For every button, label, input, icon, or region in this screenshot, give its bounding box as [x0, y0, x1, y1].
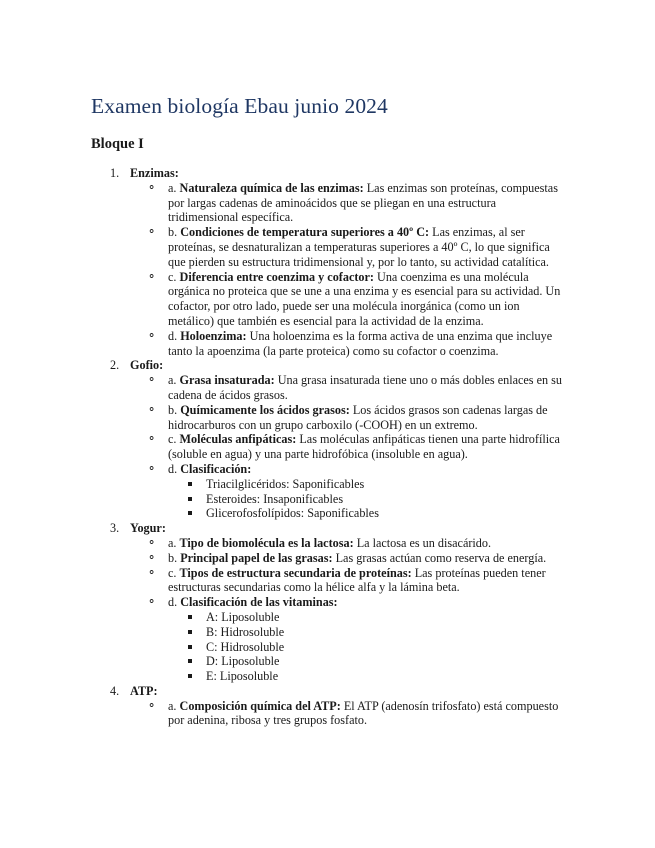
question-heading: Enzimas: [130, 166, 179, 180]
classification-text: Esteroides: Insaponificables [206, 491, 344, 506]
subquestion-label: Principal papel de las grasas: [180, 550, 333, 565]
section-heading: Bloque I [91, 136, 144, 152]
bullet-icon: ⚬ [147, 462, 157, 475]
bullet-icon: ⚬ [147, 566, 157, 579]
subquestion-label: Clasificación de las vitaminas: [180, 595, 338, 610]
subquestion-text [168, 551, 568, 566]
subquestion-prefix: d. [168, 595, 178, 610]
question-heading: ATP: [130, 683, 158, 698]
subquestion-item [0, 551, 568, 566]
subquestion-answer: Una holoenzima es la forma activa de una enzima que incluye tanto la apoenzima (la parte proteica) como su cofactor o coenzima. [168, 328, 553, 358]
subquestion-text [168, 225, 568, 269]
subquestion-label: Clasificación: [180, 461, 252, 476]
subquestion-text [168, 566, 568, 596]
subquestion-answer: Las moléculas anfipáticas tienen una parte hidrofílica (soluble en agua) y una parte hidrofóbica (insoluble en agua). [168, 432, 560, 462]
question-number: 3. [110, 521, 120, 536]
subquestion-item [0, 566, 568, 596]
subquestion-item [0, 595, 568, 684]
subquestion-item [0, 699, 568, 729]
subquestion-text [168, 699, 568, 729]
subquestion-item [0, 329, 568, 359]
subquestion-label: Condiciones de temperatura superiores a 40º C: [180, 225, 430, 240]
subquestion-answer: Una coenzima es una molécula orgánica no proteica que se une a una enzima y es esencial para su actividad. Un cofactor, por otro lado, puede ser una molécula inorgánica (como un ion metálico) que también es esencial para la actividad de la enzima. [168, 269, 561, 328]
subquestion-item [0, 403, 568, 433]
bullet-icon: ⚬ [147, 329, 157, 342]
square-bullet-icon [188, 645, 192, 649]
subquestion-item [0, 181, 568, 225]
bullet-icon: ⚬ [147, 433, 157, 446]
question-item [0, 358, 568, 521]
subquestion-text [168, 373, 568, 403]
question-heading: Yogur: [130, 521, 166, 536]
question-item [0, 521, 568, 684]
subquestion-answer: El ATP (adenosín trifosfato) está compuesto por adenina, ribosa y tres grupos fosfato. [168, 698, 559, 728]
subquestion-prefix: d. [168, 461, 178, 476]
subquestion-item [0, 536, 568, 551]
subquestion-answer: Las enzimas, al ser proteínas, se desnaturalizan a temperaturas superiores a 40º C, lo que significa que pierden su estructura tridimensional y, por lo tanto, su actividad catalítica. [168, 225, 550, 269]
subquestion-label: Moléculas anfipáticas: [179, 432, 297, 447]
subquestion-prefix: c. [168, 269, 177, 284]
subquestion-label: Naturaleza química de las enzimas: [179, 180, 364, 195]
bullet-icon: ⚬ [147, 181, 157, 194]
subquestion-list [0, 373, 568, 521]
classification-item [0, 654, 568, 669]
subquestion-prefix: a. [168, 180, 177, 195]
classification-text: A: Liposoluble [206, 609, 280, 624]
subquestion-label: Tipo de biomolécula es la lactosa: [179, 535, 354, 550]
subquestion-text [168, 595, 568, 610]
question-item [0, 684, 568, 728]
subquestion-label: Diferencia entre coenzima y cofactor: [179, 269, 374, 284]
question-number: 2. [110, 358, 120, 373]
bullet-icon: ⚬ [147, 226, 157, 239]
classification-item [0, 492, 568, 507]
subquestion-label: Composición química del ATP: [179, 698, 341, 713]
document-title: Examen biología Ebau junio 2024 [91, 94, 388, 118]
subquestion-list [0, 699, 568, 729]
question-number: 1. [110, 166, 120, 180]
bullet-icon: ⚬ [147, 270, 157, 283]
subquestion-text [168, 181, 568, 225]
subquestion-text [168, 403, 568, 433]
subquestion-answer: Las grasas actúan como reserva de energía. [335, 550, 547, 565]
classification-item [0, 610, 568, 625]
subquestion-item [0, 270, 568, 329]
subquestion-list [0, 181, 568, 359]
subquestion-text [168, 536, 568, 551]
subquestion-label: Químicamente los ácidos grasos: [180, 402, 350, 417]
subquestion-text [168, 329, 568, 359]
subquestion-prefix: a. [168, 373, 177, 388]
subquestion-answer: Las proteínas pueden tener estructuras secundarias como la hélice alfa y la lámina beta. [168, 565, 546, 595]
subquestion-prefix: c. [168, 565, 177, 580]
subquestion-answer: Los ácidos grasos son cadenas largas de hidrocarburos con un grupo carboxilo (-COOH) en un extremo. [168, 402, 548, 432]
subquestion-prefix: b. [168, 550, 178, 565]
subquestion-prefix: d. [168, 328, 178, 343]
subquestion-prefix: a. [168, 698, 177, 713]
subquestion-label: Tipos de estructura secundaria de proteínas: [179, 565, 412, 580]
subquestion-label: Holoenzima: [180, 328, 247, 343]
bullet-icon: ⚬ [147, 596, 157, 609]
classification-item [0, 625, 568, 640]
question-item [0, 166, 568, 358]
classification-list [0, 610, 568, 684]
classification-text: C: Hidrosoluble [206, 639, 285, 654]
classification-item [0, 506, 568, 521]
subquestion-label: Grasa insaturada: [179, 373, 275, 388]
bullet-icon: ⚬ [147, 403, 157, 416]
classification-text: Triacilglicéridos: Saponificables [206, 476, 365, 491]
classification-text: E: Liposoluble [206, 669, 279, 684]
classification-item [0, 640, 568, 655]
subquestion-item [0, 225, 568, 269]
bullet-icon: ⚬ [147, 536, 157, 549]
subquestion-item [0, 462, 568, 521]
classification-text: D: Liposoluble [206, 654, 280, 669]
subquestion-text [168, 270, 568, 329]
classification-text: B: Hidrosoluble [206, 624, 285, 639]
square-bullet-icon [188, 615, 192, 619]
subquestion-prefix: c. [168, 432, 177, 447]
subquestion-prefix: a. [168, 535, 177, 550]
classification-item [0, 669, 568, 684]
question-heading: Gofio: [130, 358, 164, 373]
subquestion-text [168, 462, 568, 477]
square-bullet-icon [188, 497, 192, 501]
classification-text: Glicerofosfolípidos: Saponificables [206, 506, 379, 521]
square-bullet-icon [188, 630, 192, 634]
subquestion-answer: La lactosa es un disacárido. [356, 535, 492, 550]
subquestion-item [0, 432, 568, 462]
subquestion-text [168, 432, 568, 462]
subquestion-answer: Las enzimas son proteínas, compuestas por largas cadenas de aminoácidos que se pliegan en una estructura tridimensional específica. [168, 180, 558, 225]
subquestion-item [0, 373, 568, 403]
subquestion-answer: Una grasa insaturada tiene uno o más dobles enlaces en su cadena de ácidos grasos. [168, 373, 562, 402]
subquestion-prefix: b. [168, 225, 178, 240]
classification-list [0, 477, 568, 521]
square-bullet-icon [188, 674, 192, 678]
subquestion-list [0, 536, 568, 684]
question-number: 4. [110, 683, 120, 698]
square-bullet-icon [188, 659, 192, 663]
bullet-icon: ⚬ [147, 374, 157, 387]
classification-item [0, 477, 568, 492]
question-list [0, 166, 568, 728]
square-bullet-icon [188, 511, 192, 515]
square-bullet-icon [188, 482, 192, 486]
subquestion-prefix: b. [168, 402, 178, 417]
bullet-icon: ⚬ [147, 699, 157, 712]
bullet-icon: ⚬ [147, 551, 157, 564]
